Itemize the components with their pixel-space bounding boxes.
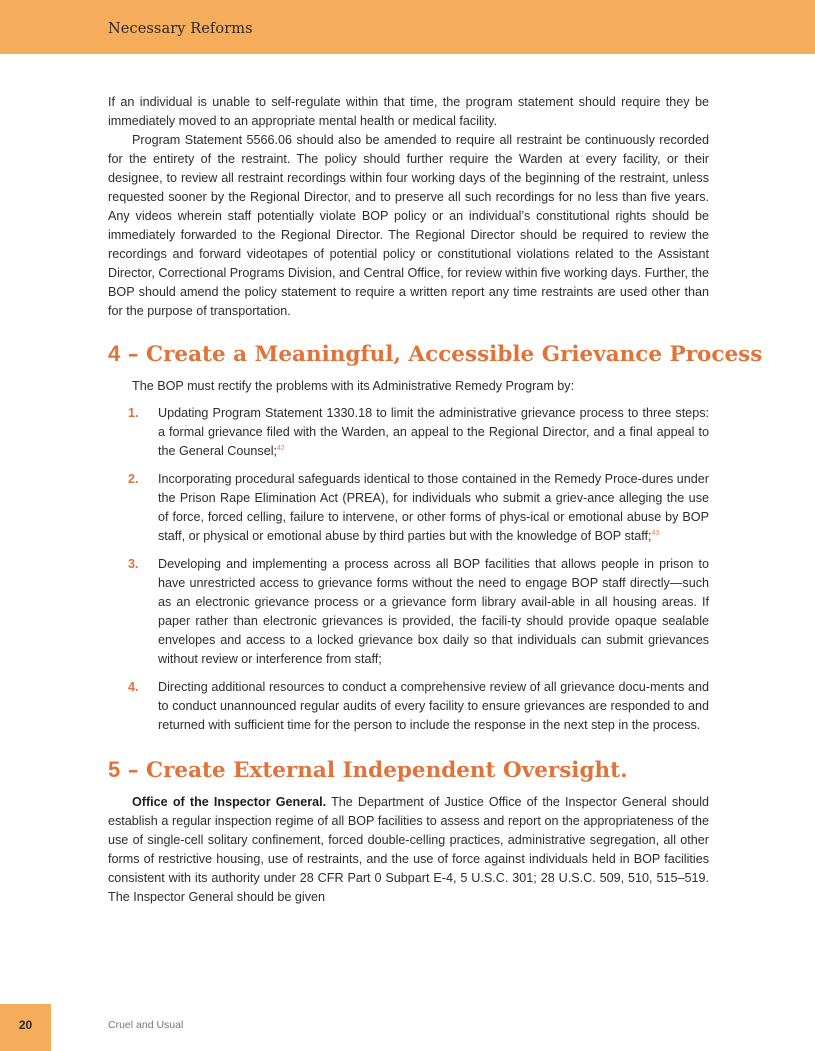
- section-4-intro: The BOP must rectify the problems with its Administrative Remedy Program by:: [132, 379, 575, 393]
- section-5-number: 5: [108, 757, 121, 782]
- page-content: [108, 93, 763, 907]
- paragraph-2: Program Statement 5566.06 should also be amended to require all restraint be continuously recorded for the entirety of the restraint. The policy should further require the Warden at every facility, or their designee, to review all restraint recordings within four working days of the beginning of the restraint, unless requested sooner by the Regional Director, and to preserve all such recordings for no less than five years. Any videos wherein staff potentially violate BOP policy or an individual’s constitutional rights should be immediately forwarded to the Regional Director. The Regional Director should be required to review the recordings and forward videotapes of potential policy or constitutional violations related to the Assistant Director, Correctional Programs Division, and Central Office, for review within five working days. Further, the BOP should amend the policy statement to require a written report any time restraints are used other than for the purpose of transportation.: [108, 133, 710, 318]
- list-item-number: 3.: [128, 557, 139, 571]
- running-header-title: Necessary Reforms: [108, 21, 253, 37]
- section-5-title: – Create External Independent Oversight.: [120, 758, 628, 783]
- list-item: [108, 404, 709, 461]
- list-item-number: 1.: [128, 406, 139, 420]
- section-5-text: The Department of Justice Office of the Inspector General should establish a regular inspection regime of all BOP facilities to assess and report on the appropriateness of the use of single-cell solitary confinement, forced double-celling practices, administrative segregation, all other forms of restrictive housing, use of restraints, and the use of force against individuals held in BOP facilities consistent with its authority under 28 CFR Part 0 Subpart E-4, 5 U.S.C. 301; 28 U.S.C. 509, 510, 515–519. The Inspector General should be given: [108, 795, 709, 904]
- list-item: [108, 678, 709, 735]
- section-4-title: – Create a Meaningful, Accessible Grievance Process: [120, 342, 763, 367]
- section-5-lead: Office of the Inspector General.: [132, 795, 327, 809]
- list-item-number: 2.: [128, 472, 139, 486]
- footnote-ref[interactable]: 42: [277, 444, 285, 452]
- list-item-text: Updating Program Statement 1330.18 to limit the administrative grievance process to three steps: a formal grievance filed with the Warden, an appeal to the Regional Director, and a final appeal to the General Counsel;: [158, 406, 709, 458]
- footer-title: Cruel and Usual: [108, 1019, 184, 1031]
- section-5-heading: [108, 756, 709, 785]
- list-item-text: Directing additional resources to conduct a comprehensive review of all grievance docu-ments and to conduct unannounced regular audits of every facility to ensure grievances are responded to and returned with sufficient time for the person to include the response in the next step in the process.: [158, 680, 709, 732]
- list-item: [108, 470, 709, 546]
- list-item-number: 4.: [128, 680, 139, 694]
- footnote-ref[interactable]: 43: [651, 529, 660, 537]
- paragraph-1: If an individual is unable to self-regulate within that time, the program statement should require they be immediately moved to an appropriate mental health or medical facility.: [108, 95, 709, 128]
- page-number: 20: [18, 1018, 33, 1032]
- list-item-text: Developing and implementing a process across all BOP facilities that allows people in prison to have unrestricted access to grievance forms without the need to engage BOP staff directly—such as an electronic grievance process or a grievance form library avail-able in all housing areas. If paper rather than electronic grievances is provided, the facili-ty should provide opaque sealable envelopes and access to a locked grievance box daily so that individuals can submit grievances without review or interference from staff;: [158, 557, 709, 666]
- section-4-heading: [108, 340, 763, 369]
- section-4-number: 4: [108, 341, 121, 366]
- section-5-paragraph: [108, 793, 709, 907]
- list-item: [108, 555, 709, 669]
- list-item-text: Incorporating procedural safeguards identical to those contained in the Remedy Proce-dures under the Prison Rape Elimination Act (PREA), for individuals who submit a griev-ance alleging the use of force, forced celling, failure to intervene, or other forms of phys-ical or emotional abuse by BOP staff, or physical or emotional abuse by third parties but with the knowledge of BOP staff;: [158, 472, 709, 543]
